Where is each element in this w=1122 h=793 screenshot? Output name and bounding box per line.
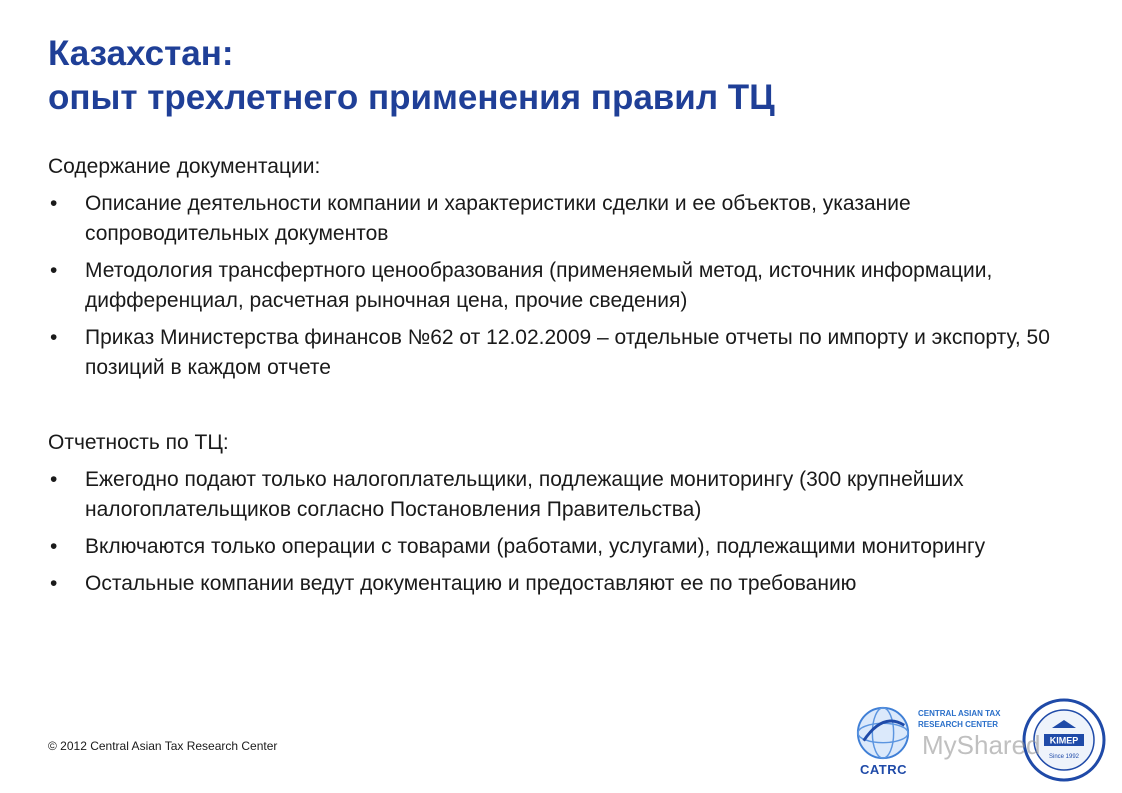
bullet-item [48, 323, 1068, 383]
bullet-item [48, 256, 1068, 316]
slide-title-line-2: опыт трехлетнего применения правил ТЦ [48, 78, 775, 117]
section-spacer [48, 390, 1068, 428]
watermark: MyShared [922, 730, 1041, 760]
slide-title [48, 32, 1098, 120]
bullet-icon: • [50, 468, 58, 491]
bullet-item [48, 465, 1068, 525]
catrc-logo-text: CATRC [860, 762, 908, 777]
catrc-globe-icon [854, 704, 912, 762]
bullet-icon: • [50, 259, 58, 282]
reporting-bullet-list [48, 465, 1068, 599]
bullet-icon: • [50, 326, 58, 349]
bullet-text: Ежегодно подают только налогоплательщики, подлежащие мониторингу (300 крупнейших налогоплательщиков согласно Постановления Правительства) [85, 468, 964, 521]
bullet-icon: • [50, 572, 58, 595]
catrc-full-name: CENTRAL ASIAN TAX RESEARCH CENTER [918, 709, 1001, 729]
slide-title-line-1: Казахстан: [48, 34, 234, 73]
bullet-icon: • [50, 192, 58, 215]
bullet-item [48, 569, 1068, 599]
kimep-logo-text: KIMEP [1049, 735, 1079, 746]
section-heading-documentation: Содержание документации: [48, 155, 321, 178]
kimep-since-text: Since 1992 [1048, 754, 1080, 760]
documentation-bullet-list [48, 189, 1068, 383]
bullet-icon: • [50, 535, 58, 558]
slide-content [48, 152, 1068, 606]
bullet-text: Методология трансфертного ценообразования (применяемый метод, источник информации, дифференциал, расчетная рыночная цена, прочие сведения) [85, 259, 993, 312]
section-heading-reporting: Отчетность по ТЦ: [48, 431, 229, 454]
bullet-item [48, 189, 1068, 249]
bullet-text: Включаются только операции с товарами (работами, услугами), подлежащими мониторингу [85, 535, 986, 558]
bullet-text: Описание деятельности компании и характеристики сделки и ее объектов, указание сопроводительных документов [85, 192, 911, 245]
bullet-text: Остальные компании ведут документацию и предоставляют ее по требованию [85, 572, 857, 595]
bullet-text: Приказ Министерства финансов №62 от 12.02.2009 – отдельные отчеты по импорту и экспорту, 50 позиций в каждом отчете [85, 326, 1050, 379]
copyright-footer: © 2012 Central Asian Tax Research Center [48, 739, 278, 753]
bullet-item [48, 532, 1068, 562]
